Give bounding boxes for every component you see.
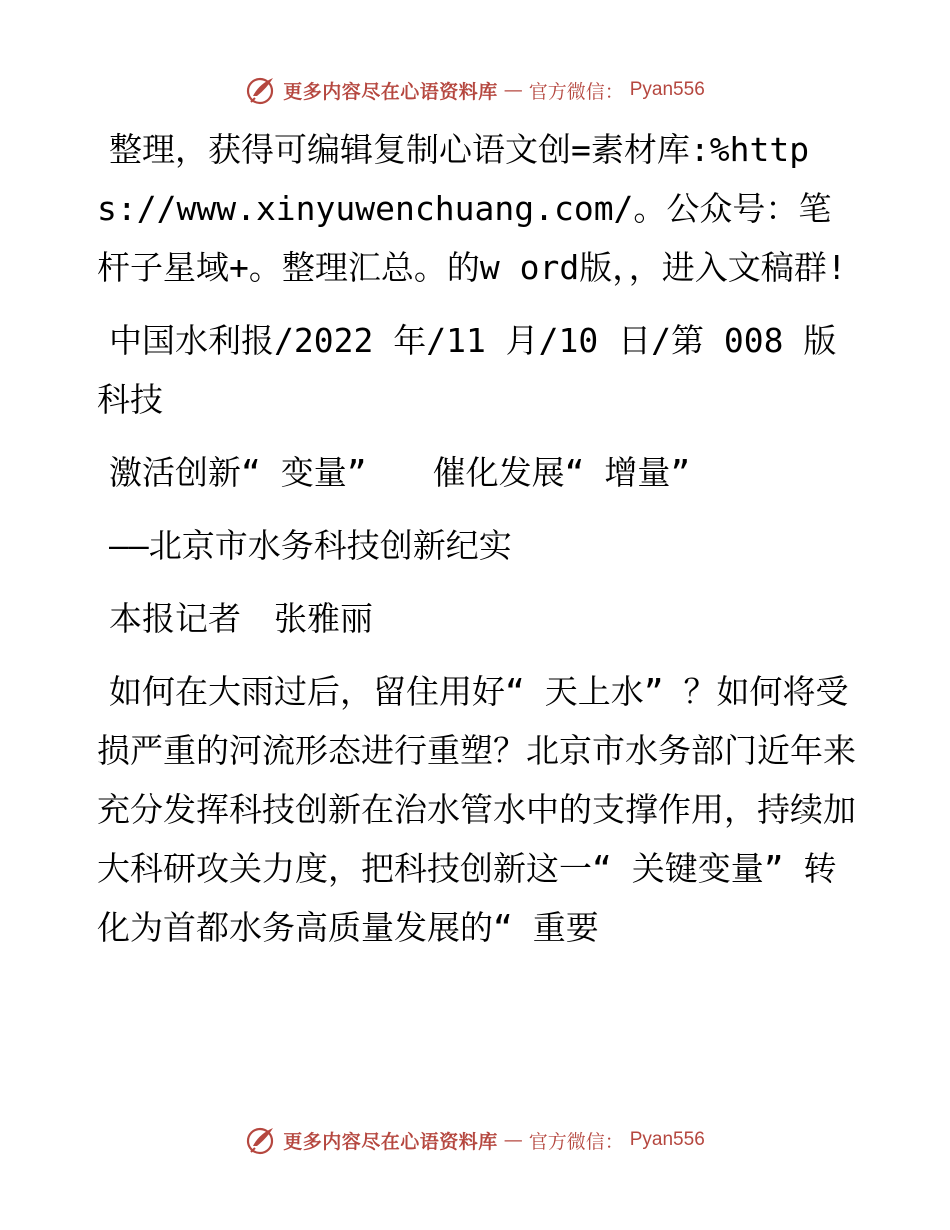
quill-pen-logo-icon — [245, 74, 277, 106]
watermark-text: 更多内容尽在心语资料库 — [283, 1130, 498, 1153]
document-body — [97, 120, 857, 971]
watermark-brand — [245, 74, 705, 106]
source-line: 中国水利报/2022 年/11 月/10 日/第 008 版科技 — [97, 321, 837, 419]
watermark-separator: — — [503, 1129, 523, 1151]
article-byline: 本报记者 张雅丽 — [109, 599, 373, 638]
article-title: 激活创新“ 变量” 催化发展“ 增量” — [109, 453, 691, 492]
watermark-brand — [245, 1124, 705, 1156]
body-paragraph: 如何在大雨过后，留住用好“ 天上水” ？如何将受损严重的河流形态进行重塑？北京市水务部门近年来充分发挥科技创新在治水管水中的支撑作用，持续加大科研攻关力度，把科技创新这一“ 关键变量” 转化为首都水务高质量发展的“ 重要 — [97, 672, 856, 947]
watermark-contact-id: Pyan556 — [629, 1129, 705, 1150]
watermark-separator: — — [503, 79, 523, 101]
header-watermark — [0, 70, 950, 110]
watermark-contact-id: Pyan556 — [629, 79, 705, 100]
intro-paragraph: 整理，获得可编辑复制心语文创=素材库:%https://www.xinyuwenchuang.com/。公众号：笔杆子星域+。整理汇总。的w ord版，，进入文稿群! — [97, 130, 847, 287]
watermark-text: 更多内容尽在心语资料库 — [283, 80, 498, 103]
watermark-contact-label: 官方微信： — [528, 1130, 624, 1153]
watermark-contact-label: 官方微信： — [528, 80, 624, 103]
footer-watermark — [0, 1120, 950, 1160]
article-subtitle: ——北京市水务科技创新纪实 — [109, 526, 512, 565]
quill-pen-logo-icon — [245, 1124, 277, 1156]
